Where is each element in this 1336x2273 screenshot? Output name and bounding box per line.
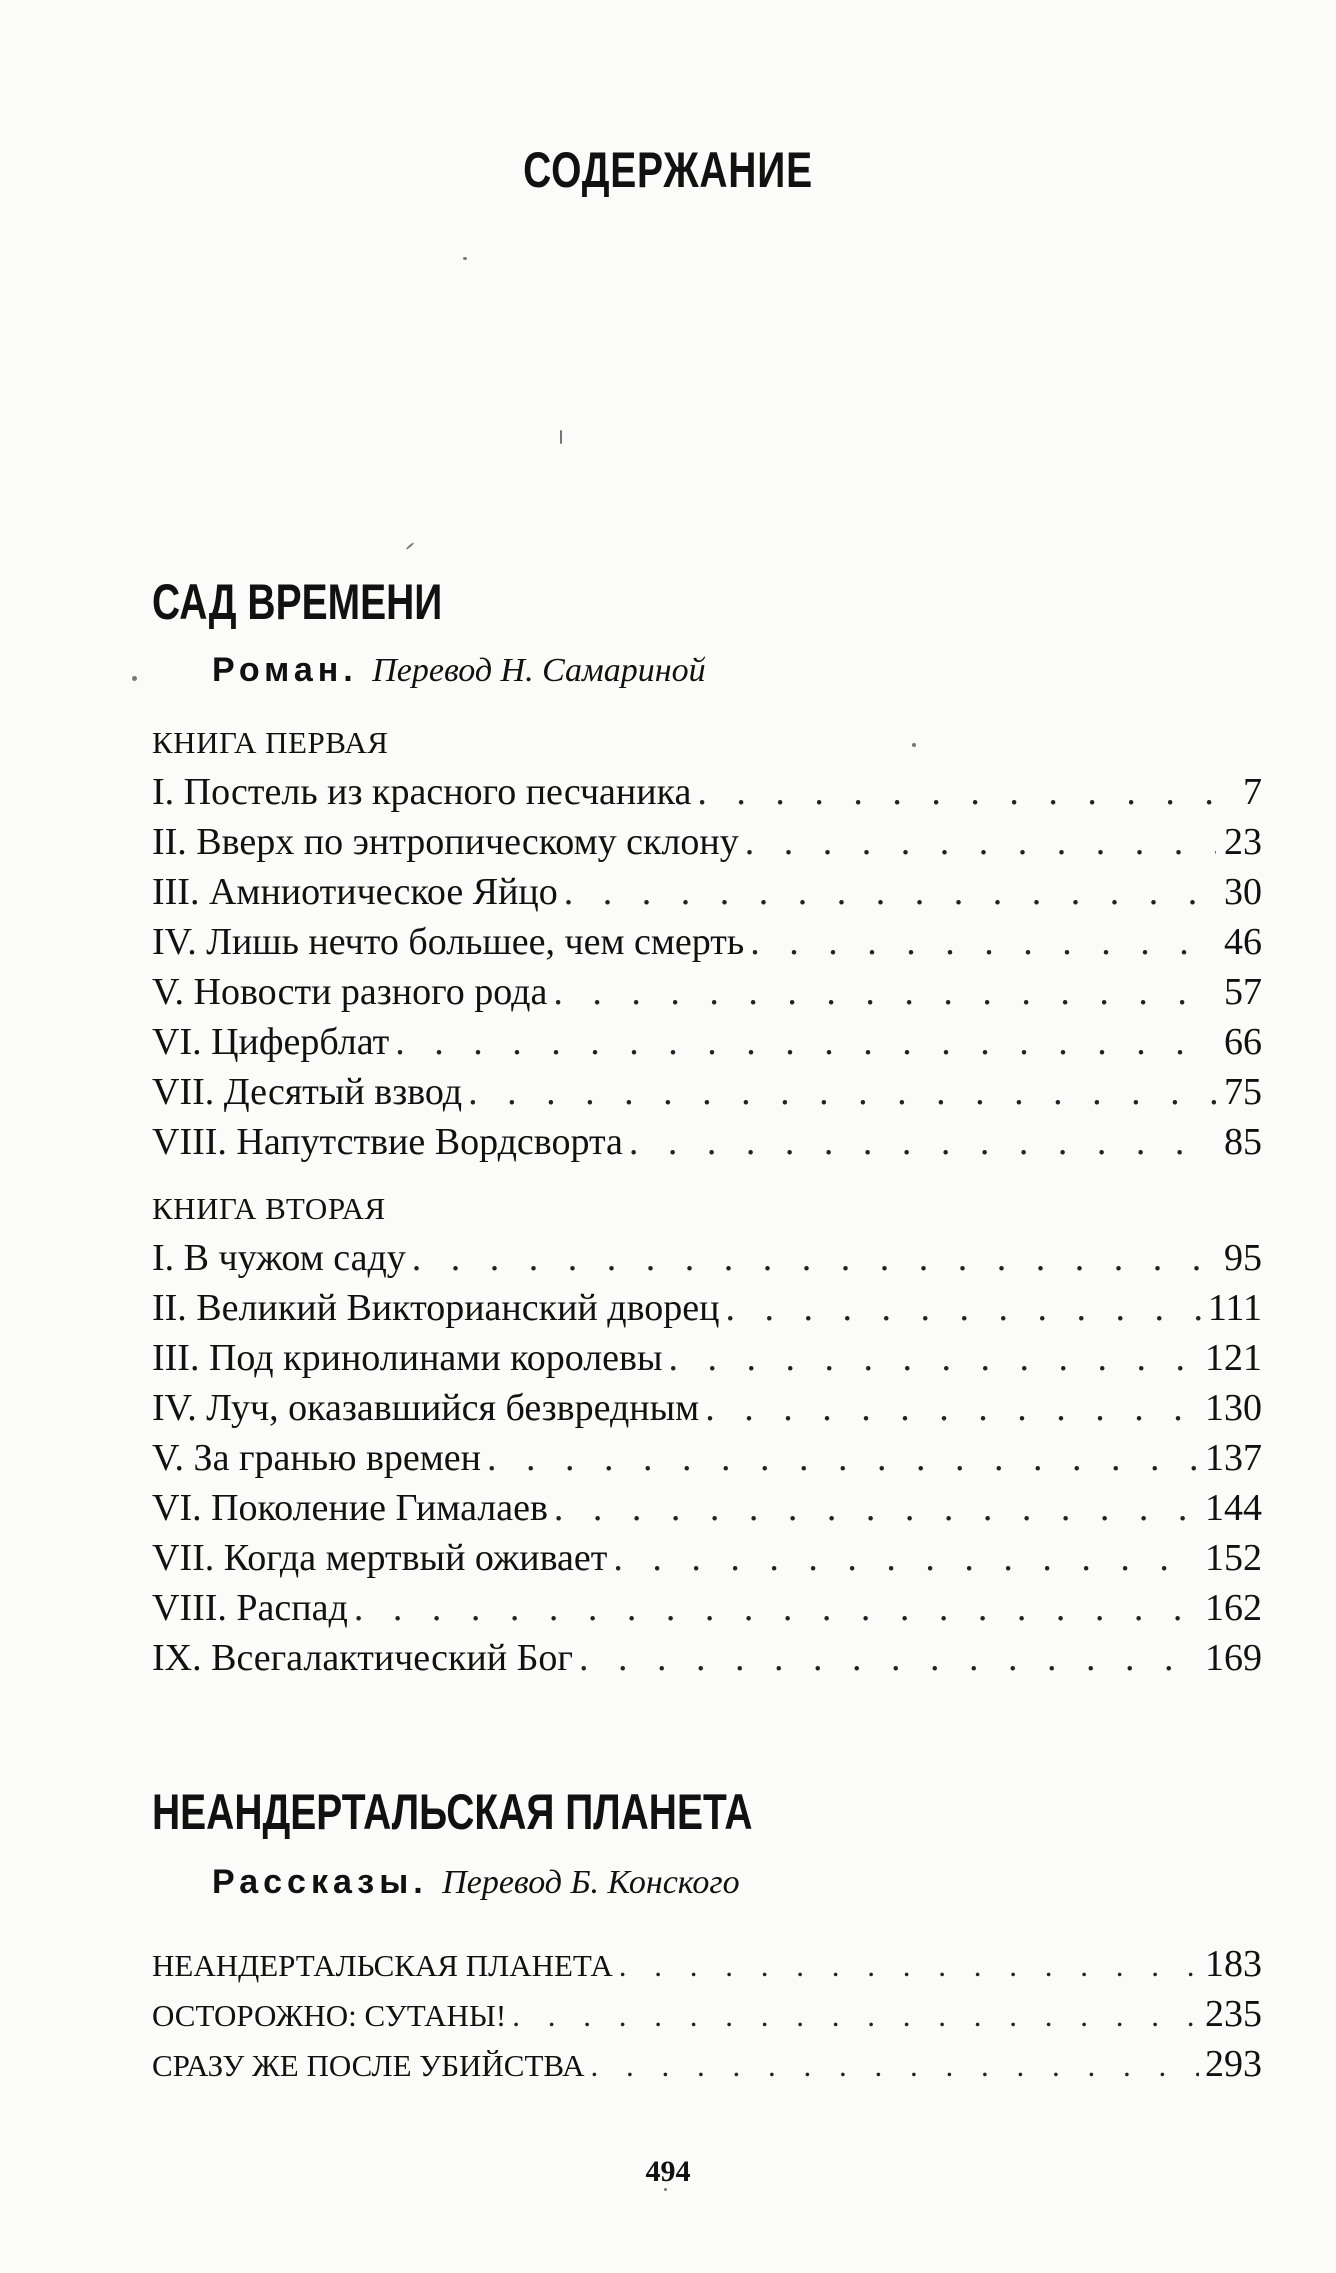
toc-entry-title: VI. Поколение Гималаев [152, 1487, 548, 1529]
toc-page-number: 169 [1205, 1637, 1262, 1679]
toc-entry-title: НЕАНДЕРТАЛЬСКАЯ ПЛАНЕТА [152, 1948, 613, 1983]
work-kind: Рассказы. [212, 1863, 428, 1901]
toc-entry[interactable] [152, 867, 1262, 917]
toc-entry-title: V. За гранью времен [152, 1437, 482, 1479]
toc-page-number: 23 [1224, 821, 1262, 863]
toc-entry[interactable] [152, 1433, 1262, 1483]
toc-page-number: 111 [1207, 1287, 1262, 1329]
toc-entry[interactable] [152, 917, 1262, 967]
toc-list-stories [152, 1939, 1262, 2089]
leader-dots [629, 1117, 1216, 1167]
toc-page-number: 95 [1224, 1237, 1262, 1279]
scan-speck [463, 257, 467, 260]
leader-dots [554, 1483, 1199, 1533]
toc-entry-title: I. В чужом саду [152, 1237, 406, 1279]
toc-entry[interactable] [152, 1633, 1262, 1683]
toc-entry[interactable] [152, 1483, 1262, 1533]
toc-entry-title: VII. Десятый взвод [152, 1071, 463, 1113]
work-kind: Роман. [212, 651, 358, 689]
toc-page-number: 7 [1243, 771, 1262, 813]
section-neanderthal-planet [152, 1782, 1262, 2089]
section-subtitle [212, 648, 1262, 693]
toc-entry-title: I. Постель из красного песчаника [152, 771, 692, 813]
toc-entry-title: IV. Луч, оказавшийся безвредным [152, 1387, 700, 1429]
page-number: 494 [645, 2155, 691, 2188]
toc-entry-title: II. Вверх по энтропическому склону [152, 821, 739, 863]
book-label-first: КНИГА ПЕРВАЯ [152, 725, 389, 760]
toc-page-number: 121 [1205, 1337, 1262, 1379]
scan-speck [912, 743, 916, 747]
toc-entry[interactable] [152, 1333, 1262, 1383]
leader-dots [468, 1067, 1216, 1117]
toc-entry-title: III. Под кринолинами королевы [152, 1337, 663, 1379]
toc-page-number: 46 [1224, 921, 1262, 963]
book-label-second: КНИГА ВТОРАЯ [152, 1191, 386, 1226]
toc-page-number: 144 [1205, 1487, 1262, 1529]
toc-entry-title: II. Великий Викторианский дворец [152, 1287, 720, 1329]
scan-speck [560, 430, 562, 444]
toc-entry-title: V. Новости разного рода [152, 971, 548, 1013]
toc-page-number: 57 [1224, 971, 1262, 1013]
toc-entry-title: СРАЗУ ЖЕ ПОСЛЕ УБИЙСТВА [152, 2048, 585, 2083]
toc-entry[interactable] [152, 1117, 1262, 1167]
translator-credit: Перевод Б. Конского [442, 1864, 740, 1901]
leader-dots [669, 1333, 1200, 1383]
scan-speck [664, 2188, 667, 2191]
scan-speck [132, 676, 137, 681]
toc-entry-title: VII. Когда мертвый оживает [152, 1537, 608, 1579]
toc-entry[interactable] [152, 2039, 1262, 2089]
leader-dots [619, 1941, 1199, 1991]
toc-entry[interactable] [152, 1067, 1262, 1117]
toc-list-book-one [152, 767, 1262, 1167]
toc-entry[interactable] [152, 1017, 1262, 1067]
toc-page-number: 137 [1205, 1437, 1262, 1479]
section-subtitle [212, 1860, 1262, 1905]
toc-entry[interactable] [152, 767, 1262, 817]
leader-dots [750, 917, 1216, 967]
toc-entry-title: VIII. Распад [152, 1587, 348, 1629]
leader-dots [564, 867, 1216, 917]
toc-entry[interactable] [152, 1233, 1262, 1283]
section-title: САД ВРЕМЕНИ [152, 574, 443, 630]
toc-page-number: 162 [1205, 1587, 1262, 1629]
toc-page-number: 85 [1224, 1121, 1262, 1163]
toc-entry[interactable] [152, 967, 1262, 1017]
toc-page-number: 293 [1205, 2043, 1262, 2085]
leader-dots [579, 1633, 1199, 1683]
leader-dots [591, 2041, 1199, 2091]
toc-entry[interactable] [152, 1533, 1262, 1583]
toc-entry-title: VI. Циферблат [152, 1021, 390, 1063]
toc-entry[interactable] [152, 1283, 1262, 1333]
leader-dots [705, 1383, 1199, 1433]
leader-dots [512, 1991, 1199, 2041]
toc-page-number: 130 [1205, 1387, 1262, 1429]
toc-entry-title: IV. Лишь нечто большее, чем смерть [152, 921, 745, 963]
leader-dots [412, 1233, 1216, 1283]
leader-dots [395, 1017, 1216, 1067]
leader-dots [697, 767, 1216, 817]
section-title: НЕАНДЕРТАЛЬСКАЯ ПЛАНЕТА [152, 1784, 753, 1840]
leader-dots [725, 1283, 1201, 1333]
toc-entry[interactable] [152, 1989, 1262, 2039]
scan-speck [406, 542, 415, 550]
toc-page-number: 235 [1205, 1993, 1262, 2035]
page-title: СОДЕРЖАНИЕ [523, 142, 813, 198]
toc-entry[interactable] [152, 1383, 1262, 1433]
leader-dots [354, 1583, 1199, 1633]
leader-dots [745, 817, 1216, 867]
toc-entry[interactable] [152, 817, 1262, 867]
toc-page-number: 75 [1224, 1071, 1262, 1113]
toc-entry-title: VIII. Напутствие Вордсворта [152, 1121, 623, 1163]
section-sad-vremeni [152, 572, 1262, 1683]
toc-list-book-two [152, 1233, 1262, 1683]
toc-entry[interactable] [152, 1583, 1262, 1633]
toc-page-number: 183 [1205, 1943, 1262, 1985]
toc-page-number: 66 [1224, 1021, 1262, 1063]
leader-dots [553, 967, 1216, 1017]
toc-page-number: 152 [1205, 1537, 1262, 1579]
toc-entry[interactable] [152, 1939, 1262, 1989]
leader-dots [613, 1533, 1199, 1583]
toc-page-number: 30 [1224, 871, 1262, 913]
translator-credit: Перевод Н. Самариной [372, 652, 706, 689]
toc-entry-title: IX. Всегалактический Бог [152, 1637, 573, 1679]
toc-entry-title: III. Амниотическое Яйцо [152, 871, 558, 913]
leader-dots [487, 1433, 1199, 1483]
toc-entry-title: ОСТОРОЖНО: СУТАНЫ! [152, 1998, 507, 2033]
